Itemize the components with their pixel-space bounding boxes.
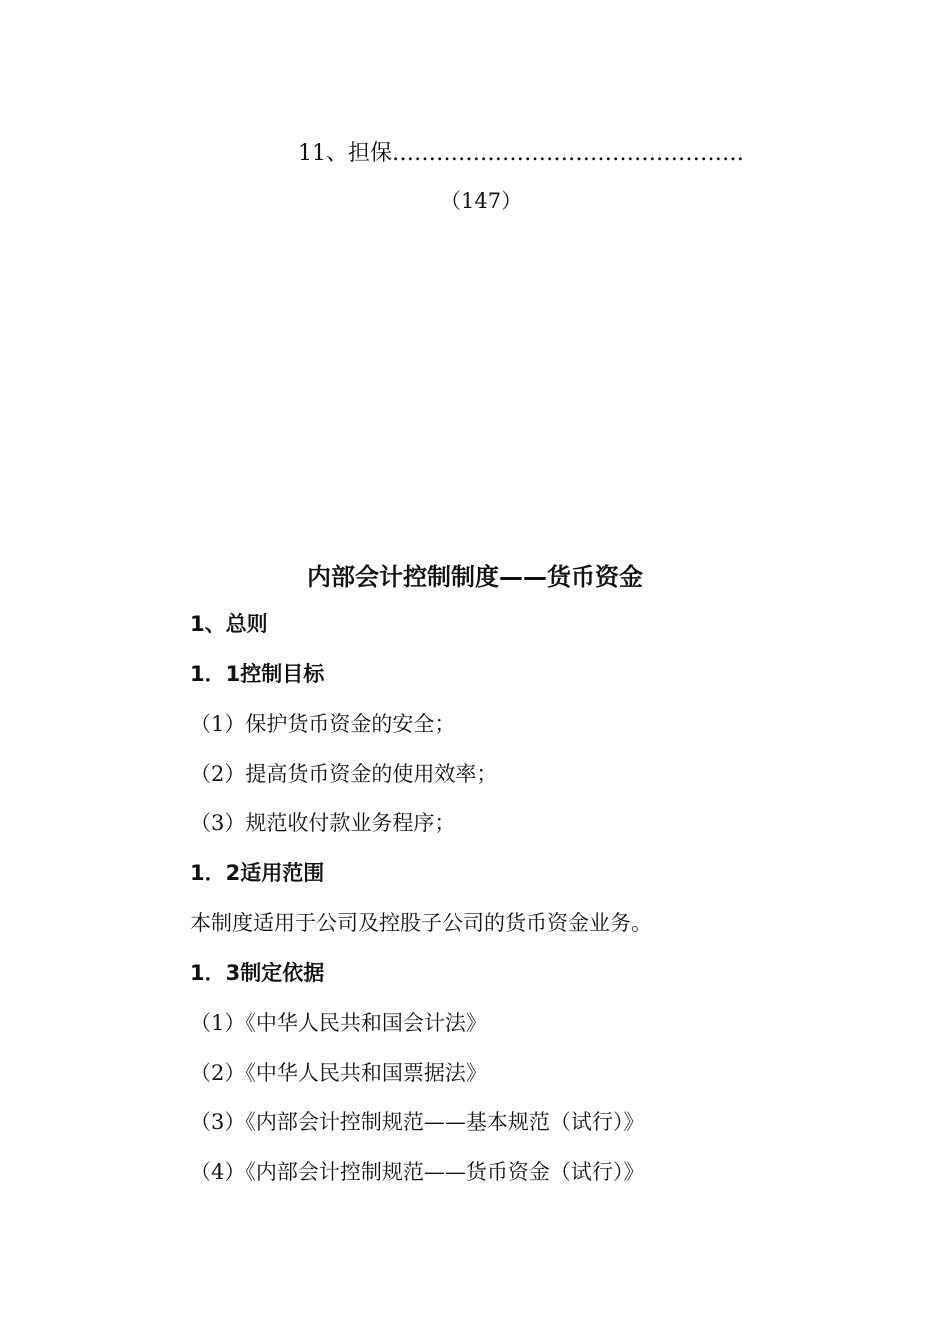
section-heading-basis: 1．3制定依据 [190, 961, 325, 985]
scope-paragraph: 本制度适用于公司及控股子公司的货币资金业务。 [190, 911, 652, 935]
basis-item: （2）《中华人民共和国票据法》 [190, 1061, 487, 1085]
toc-page-number: （147） [440, 189, 523, 213]
basis-item: （3）《内部会计控制规范——基本规范（试行）》 [190, 1110, 645, 1134]
section-heading-general: 1、总则 [190, 612, 268, 636]
document-title: 内部会计控制制度——货币资金 [307, 563, 643, 591]
goal-item: （2）提高货币资金的使用效率； [190, 762, 498, 786]
section-heading-control-goals: 1．1控制目标 [190, 662, 325, 686]
section-heading-scope: 1．2适用范围 [190, 861, 325, 885]
goal-item: （1）保护货币资金的安全； [190, 712, 456, 736]
goal-item: （3）规范收付款业务程序； [190, 811, 456, 835]
toc-entry-guarantee: 11、担保………………………………………… [298, 141, 744, 166]
basis-item: （4）《内部会计控制规范——货币资金（试行）》 [190, 1160, 645, 1184]
basis-item: （1）《中华人民共和国会计法》 [190, 1011, 487, 1035]
